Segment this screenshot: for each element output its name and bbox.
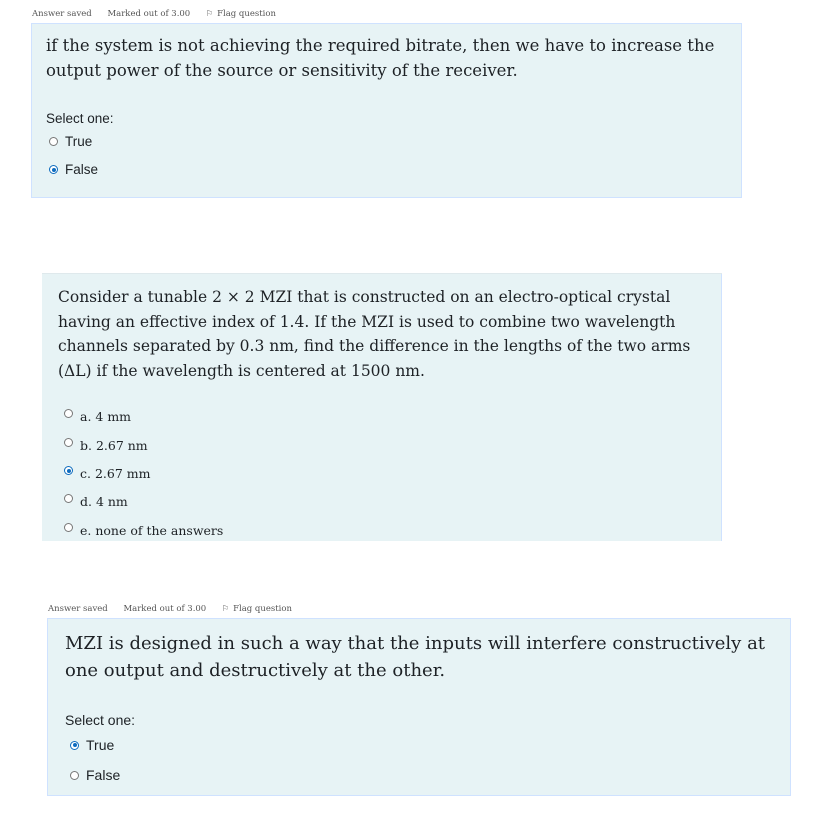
radio-icon[interactable] — [64, 438, 73, 447]
q2-option-b[interactable] — [64, 438, 148, 453]
question-1-info — [32, 9, 302, 19]
radio-icon[interactable] — [70, 771, 79, 780]
q2-option-c[interactable] — [64, 466, 150, 481]
radio-icon[interactable] — [64, 494, 73, 503]
radio-icon[interactable] — [64, 523, 73, 532]
radio-icon[interactable] — [70, 741, 79, 750]
q3-option-true[interactable] — [70, 737, 114, 753]
answer-status: Answer saved — [48, 604, 108, 614]
radio-icon[interactable] — [49, 165, 58, 174]
answer-status: Answer saved — [32, 9, 92, 19]
flag-question-label: Flag question — [233, 604, 292, 614]
q2-option-a-label: a. 4 mm — [80, 409, 132, 424]
flag-icon: ⚐ — [205, 9, 214, 18]
q3-option-true-label: True — [86, 737, 115, 753]
q1-option-true[interactable] — [49, 134, 92, 149]
q3-option-false[interactable] — [70, 767, 120, 783]
select-one-prompt: Select one: — [46, 111, 114, 126]
q1-option-false-label: False — [65, 162, 99, 177]
radio-icon[interactable] — [64, 466, 73, 475]
q1-option-false[interactable] — [49, 162, 98, 177]
q2-option-e[interactable] — [64, 523, 223, 538]
q1-option-true-label: True — [65, 134, 93, 149]
q2-option-d-label: d. 4 nm — [80, 494, 128, 509]
marks-label: Marked out of 3.00 — [107, 9, 191, 19]
flag-question-link[interactable] — [222, 604, 305, 614]
radio-icon[interactable] — [64, 409, 73, 418]
select-one-prompt: Select one: — [65, 712, 136, 728]
marks-label: Marked out of 3.00 — [123, 604, 207, 614]
q3-option-false-label: False — [86, 767, 121, 783]
q2-option-d[interactable] — [64, 494, 128, 509]
flag-question-label: Flag question — [217, 9, 276, 19]
q2-option-e-label: e. none of the answers — [80, 523, 224, 538]
flag-question-link[interactable] — [206, 9, 289, 19]
q2-option-c-label: c. 2.67 mm — [80, 466, 151, 481]
flag-icon: ⚐ — [221, 604, 230, 613]
question-2-text: Consider a tunable 2 × 2 MZI that is constructed on an electro-optical crystal having an effective index of 1.4. If the MZI is used to combine two wavelength channels separated by 0.3 nm, find the difference in the lengths of the two arms (ΔL) if the wavelength is centered at 1500 nm. — [58, 288, 691, 380]
radio-icon[interactable] — [49, 137, 58, 146]
q2-option-b-label: b. 2.67 nm — [80, 438, 148, 453]
question-3-text: MZI is designed in such a way that the inputs will interfere constructively at one output and destructively at the other. — [65, 633, 766, 681]
divider — [42, 273, 722, 274]
q2-option-a[interactable] — [64, 409, 131, 424]
question-3-info — [48, 604, 318, 614]
question-1-text: if the system is not achieving the required bitrate, then we have to increase the output power of the source or sensitivity of the receiver. — [46, 36, 715, 80]
